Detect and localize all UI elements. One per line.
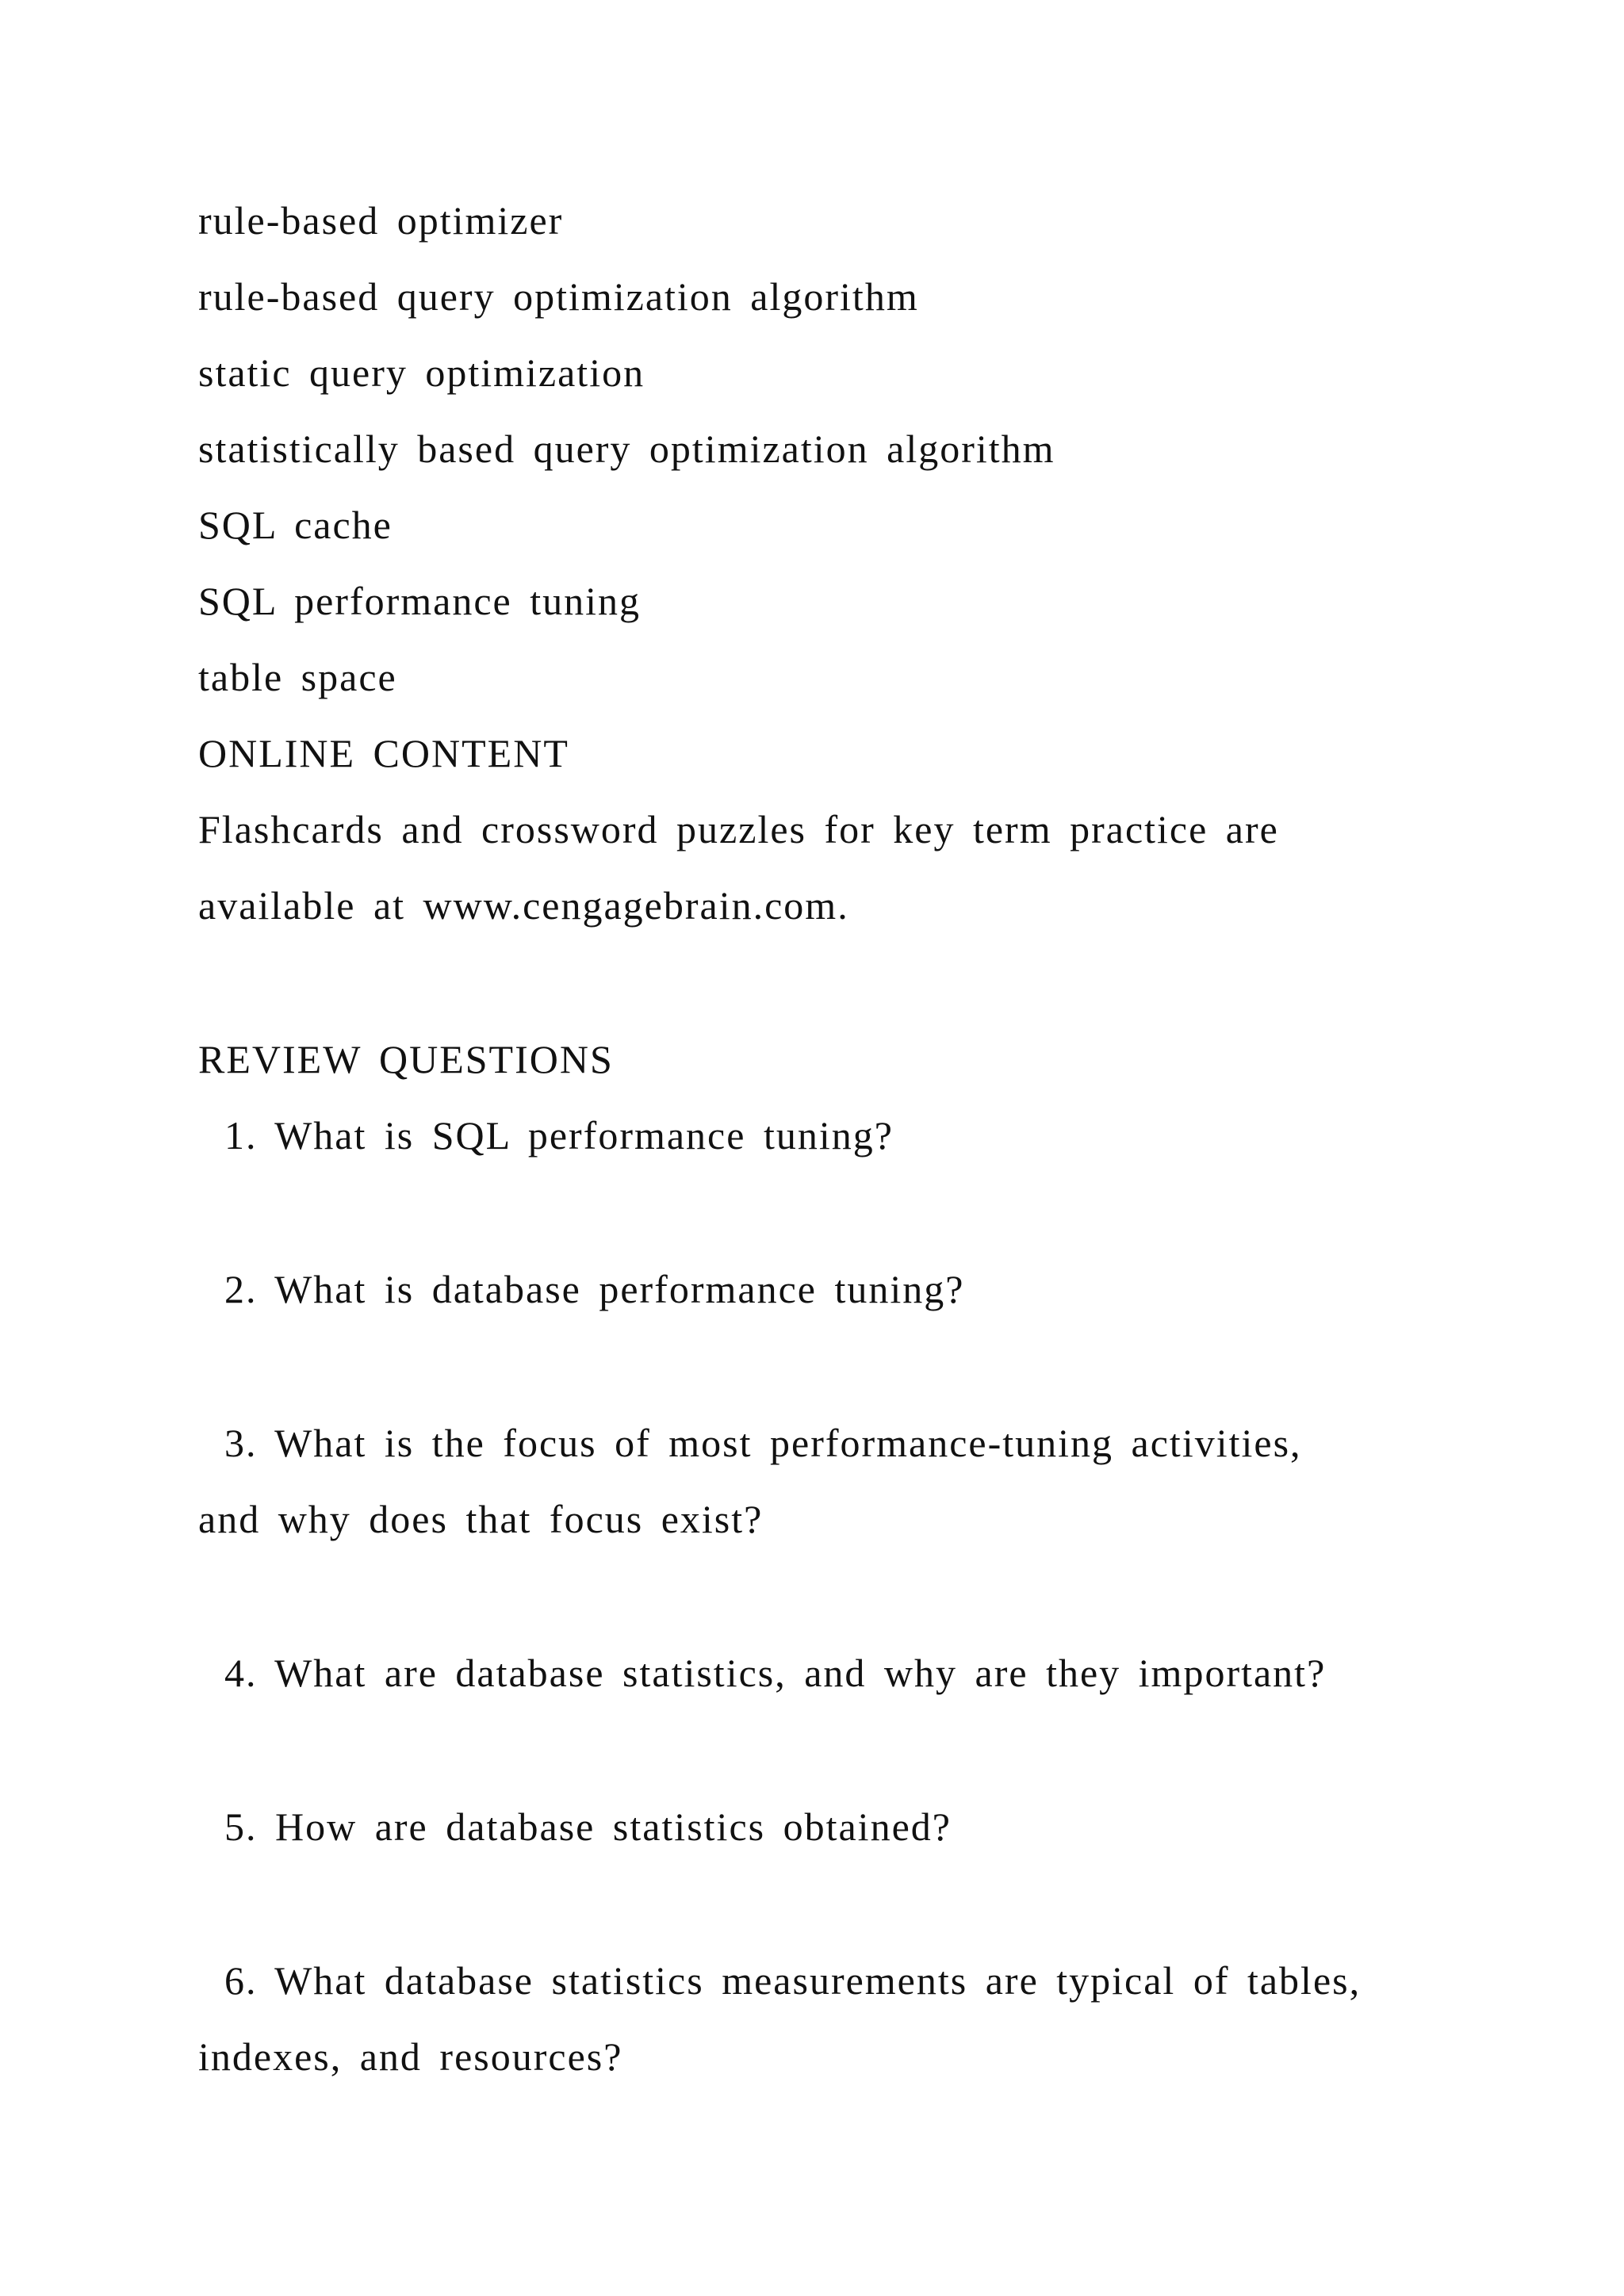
key-term: statistically based query optimization algorithm: [198, 427, 1055, 471]
review-question-4: 4. What are database statistics, and why are they important?: [224, 1651, 1327, 1695]
review-question-3-continued: and why does that focus exist?: [198, 1497, 764, 1541]
review-questions-heading: REVIEW QUESTIONS: [198, 1037, 614, 1081]
review-question-5: 5. How are database statistics obtained?: [224, 1804, 952, 1849]
key-term: SQL cache: [198, 503, 393, 547]
review-question-2: 2. What is database performance tuning?: [224, 1267, 965, 1311]
review-question-1: 1. What is SQL performance tuning?: [224, 1113, 894, 1158]
key-term: table space: [198, 655, 397, 699]
online-content-text: available at www.cengagebrain.com.: [198, 883, 849, 928]
online-content-text: Flashcards and crossword puzzles for key term practice are: [198, 807, 1279, 851]
key-term: rule-based optimizer: [198, 198, 564, 243]
key-term: static query optimization: [198, 350, 645, 395]
review-question-3: 3. What is the focus of most performance-tuning activities,: [224, 1421, 1302, 1465]
online-content-heading: ONLINE CONTENT: [198, 731, 569, 775]
key-term: SQL performance tuning: [198, 579, 641, 623]
key-term: rule-based query optimization algorithm: [198, 274, 919, 319]
review-question-6: 6. What database statistics measurements are typical of tables,: [224, 1958, 1362, 2003]
review-question-6-continued: indexes, and resources?: [198, 2034, 623, 2079]
